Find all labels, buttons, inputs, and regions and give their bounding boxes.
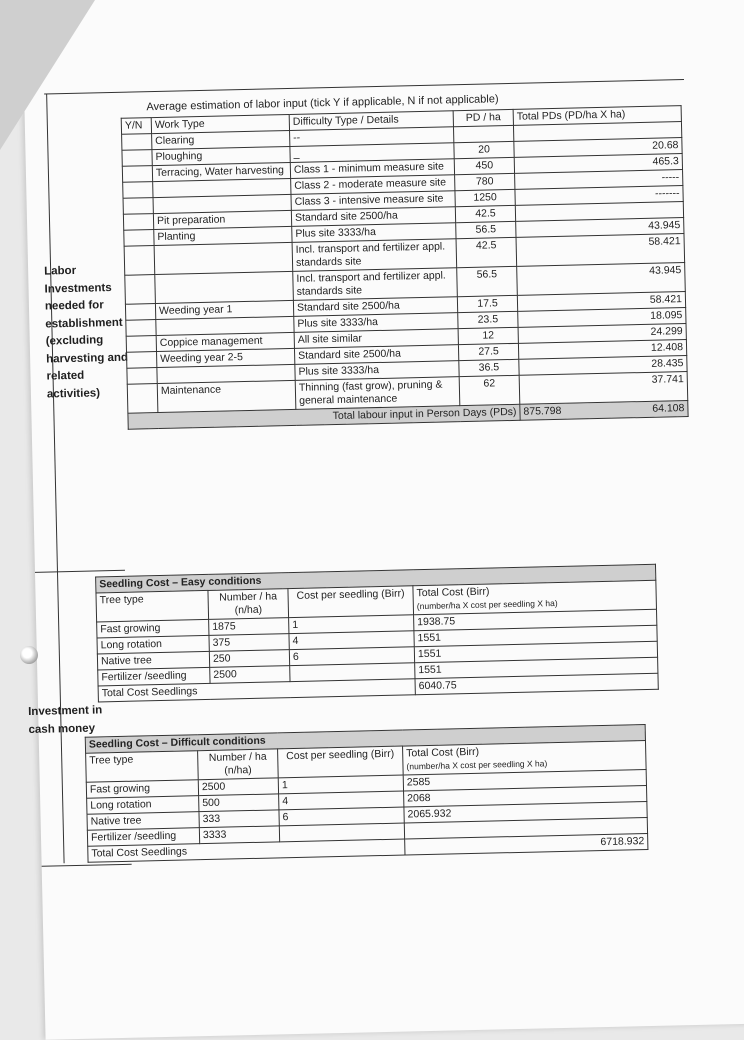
- pd-ha-cell: 1250: [455, 189, 515, 206]
- header-number: Number / ha (n/ha): [198, 749, 279, 780]
- work-type-cell: Coppice management: [156, 332, 294, 351]
- total-cost-title: Total Cost (Birr): [416, 585, 490, 600]
- tree-type-cell: Long rotation: [87, 796, 199, 815]
- total-pds-cell: 24.299: [518, 324, 686, 344]
- total-pds-cell: 58.421: [517, 292, 685, 312]
- pd-ha-cell: 27.5: [458, 343, 518, 360]
- total-cost-seedlings-label: Total Cost Seedlings: [88, 839, 405, 862]
- total-cost-cell: 1938.75: [414, 609, 657, 631]
- difficult-seedling-table: [85, 724, 649, 863]
- yn-cell: [127, 368, 157, 385]
- labor-side-label: Labor Investments needed for establishment (excluding harvesting and related activities): [44, 264, 129, 401]
- pd-ha-cell: 42.5: [455, 205, 515, 222]
- difficulty-cell: Plus site 3333/ha: [295, 361, 459, 381]
- work-type-cell: [155, 271, 294, 303]
- tree-type-cell: Long rotation: [97, 635, 209, 654]
- tree-type-cell: Fast growing: [86, 780, 198, 799]
- folded-corner: [0, 0, 95, 150]
- total-pds-cell: 20.68: [514, 138, 682, 158]
- total-pds-cell: 18.095: [518, 308, 686, 328]
- pd-ha-cell: 12: [458, 327, 518, 344]
- pd-ha-cell: 450: [454, 157, 514, 174]
- document-page: [22, 0, 744, 1000]
- header-tree-type: Tree type: [86, 751, 199, 783]
- yn-cell: [123, 182, 153, 199]
- total-pds-cell: -------: [515, 186, 683, 206]
- yn-cell: [122, 150, 152, 167]
- header-cost: Cost per seedling (Birr): [278, 746, 404, 778]
- header-pd-ha: PD / ha: [453, 109, 513, 126]
- yn-cell: [122, 134, 152, 151]
- cash-side-label: Investment in cash money: [28, 704, 103, 736]
- tree-type-cell: Fertilizer /seedling: [87, 828, 199, 847]
- difficulty-cell: Class 1 - minimum measure site: [290, 159, 454, 179]
- cost-cell: 4: [289, 631, 414, 650]
- total-cost-cell: 2068: [404, 786, 647, 808]
- total-cost-cell: 2585: [403, 770, 646, 792]
- total-cost-title: Total Cost (Birr): [406, 745, 480, 760]
- pd-ha-cell: 20: [454, 141, 514, 158]
- header-number: Number / ha (n/ha): [208, 589, 289, 620]
- work-type-cell: Ploughing: [152, 146, 290, 165]
- total-cost-note: (number/ha X cost per seedling X ha): [416, 598, 558, 612]
- yn-cell: [127, 352, 157, 369]
- total-labour-extra: 64.108: [652, 402, 685, 415]
- header-work-type: Work Type: [151, 114, 289, 133]
- number-cell: 1875: [209, 618, 289, 636]
- total-pds-cell: 28.435: [519, 356, 687, 376]
- outer-left-rule: [46, 93, 64, 863]
- difficulty-cell: Standard site 2500/ha: [291, 207, 455, 227]
- work-type-cell: Terracing, Water harvesting: [152, 162, 290, 181]
- yn-cell: [122, 166, 152, 183]
- bottom-divider: [42, 864, 132, 867]
- header-cost: Cost per seedling (Birr): [288, 586, 414, 618]
- difficulty-cell: Class 2 - moderate measure site: [291, 175, 455, 195]
- total-pds-cell: 43.945: [516, 218, 684, 238]
- work-type-cell: [154, 242, 293, 274]
- easy-seedling-table: [95, 564, 659, 703]
- total-pds-cell: 465.3: [514, 154, 682, 174]
- seedling-table-title: Seedling Cost – Easy conditions: [96, 564, 656, 593]
- difficulty-cell: All site similar: [294, 329, 458, 349]
- cost-cell: 1: [278, 775, 403, 794]
- total-pds-cell: 58.421: [516, 234, 685, 267]
- yn-cell: [125, 304, 155, 321]
- number-cell: 375: [209, 634, 289, 652]
- tree-type-cell: Native tree: [87, 812, 199, 831]
- total-cost-cell: 2065.932: [404, 802, 647, 824]
- total-cost-cell: 1551: [414, 625, 657, 647]
- cost-cell: 4: [279, 791, 404, 810]
- difficulty-cell: Plus site 3333/ha: [294, 313, 458, 333]
- difficulty-cell: Standard site 2500/ha: [293, 297, 457, 317]
- number-cell: 2500: [210, 666, 290, 684]
- number-cell: 250: [209, 650, 289, 668]
- yn-cell: [123, 214, 153, 231]
- tree-type-cell: Native tree: [97, 651, 209, 670]
- pd-ha-cell: 56.5: [457, 266, 518, 296]
- total-cost-seedlings-label: Total Cost Seedlings: [98, 679, 415, 702]
- difficulty-cell: Plus site 3333/ha: [292, 223, 456, 243]
- pd-ha-cell: 780: [455, 173, 515, 190]
- difficulty-cell: _: [290, 143, 454, 163]
- pd-ha-cell: 56.5: [456, 221, 516, 238]
- cost-cell: 6: [289, 647, 414, 666]
- total-labour-value: [520, 400, 688, 420]
- cost-cell: 1: [289, 615, 414, 634]
- work-type-cell: Clearing: [152, 130, 290, 149]
- tree-type-cell: Fast growing: [97, 619, 209, 638]
- total-labour-label: Total labour input in Person Days (PDs): [128, 404, 520, 429]
- total-cost-cell: 1551: [414, 641, 657, 663]
- number-cell: 500: [199, 794, 279, 812]
- pd-ha-cell: 36.5: [459, 359, 519, 376]
- total-cost-note: (number/ha X cost per seedling X ha): [406, 758, 548, 772]
- yn-cell: [125, 275, 156, 305]
- total-pds-cell: 37.741: [519, 372, 688, 405]
- yn-cell: [126, 336, 156, 353]
- difficulty-cell: Standard site 2500/ha: [294, 345, 458, 365]
- difficulty-cell: Incl. transport and fertilizer appl. standards site: [292, 239, 457, 272]
- difficulty-cell: Thinning (fast grow), pruning & general maintenance: [295, 377, 460, 410]
- yn-cell: [126, 320, 156, 337]
- total-labour-pds: 875.798: [523, 404, 562, 418]
- punch-hole: [20, 646, 38, 664]
- seedling-table-title: Seedling Cost – Difficult conditions: [85, 725, 645, 754]
- labor-table-caption: Average estimation of labor input (tick Y if applicable, N if not applicable): [146, 93, 499, 114]
- tree-type-cell: Fertilizer /seedling: [98, 667, 210, 686]
- number-cell: 333: [199, 810, 279, 828]
- yn-cell: [127, 384, 158, 414]
- work-type-cell: Pit preparation: [153, 210, 291, 229]
- yn-cell: [123, 198, 153, 215]
- pd-ha-cell: 62: [459, 375, 520, 405]
- header-yn: Y/N: [121, 118, 151, 135]
- work-type-cell: Weeding year 2-5: [157, 348, 295, 367]
- number-cell: 3333: [199, 826, 279, 844]
- yn-cell: [124, 246, 155, 276]
- header-total-pds: Total PDs (PD/ha X ha): [513, 106, 681, 126]
- total-pds-cell: 43.945: [517, 263, 686, 296]
- work-type-cell: Weeding year 1: [155, 300, 293, 319]
- header-tree-type: Tree type: [96, 590, 209, 622]
- header-difficulty: Difficulty Type / Details: [289, 111, 453, 131]
- labor-table: [121, 105, 689, 430]
- outer-top-rule: [44, 79, 684, 95]
- pd-ha-cell: [453, 125, 513, 142]
- yn-cell: [124, 230, 154, 247]
- total-cost-seedlings-value: 6718.932: [405, 834, 648, 856]
- pd-ha-cell: 42.5: [456, 237, 517, 267]
- total-pds-cell: 12.408: [518, 340, 686, 360]
- pd-ha-cell: 23.5: [458, 311, 518, 328]
- work-type-cell: Maintenance: [157, 380, 296, 412]
- section-divider: [35, 570, 125, 573]
- total-cost-cell: 1551: [415, 657, 658, 679]
- total-pds-cell: -----: [515, 170, 683, 190]
- difficulty-cell: Class 3 - intensive measure site: [291, 191, 455, 211]
- total-cost-seedlings-value: 6040.75: [415, 673, 658, 695]
- cost-cell: 6: [279, 807, 404, 826]
- number-cell: 2500: [198, 778, 278, 796]
- difficulty-cell: --: [290, 127, 454, 147]
- paper-sheet: [22, 0, 744, 1040]
- difficulty-cell: Incl. transport and fertilizer appl. standards site: [293, 268, 458, 301]
- work-type-cell: Planting: [154, 226, 292, 245]
- pd-ha-cell: 17.5: [457, 295, 517, 312]
